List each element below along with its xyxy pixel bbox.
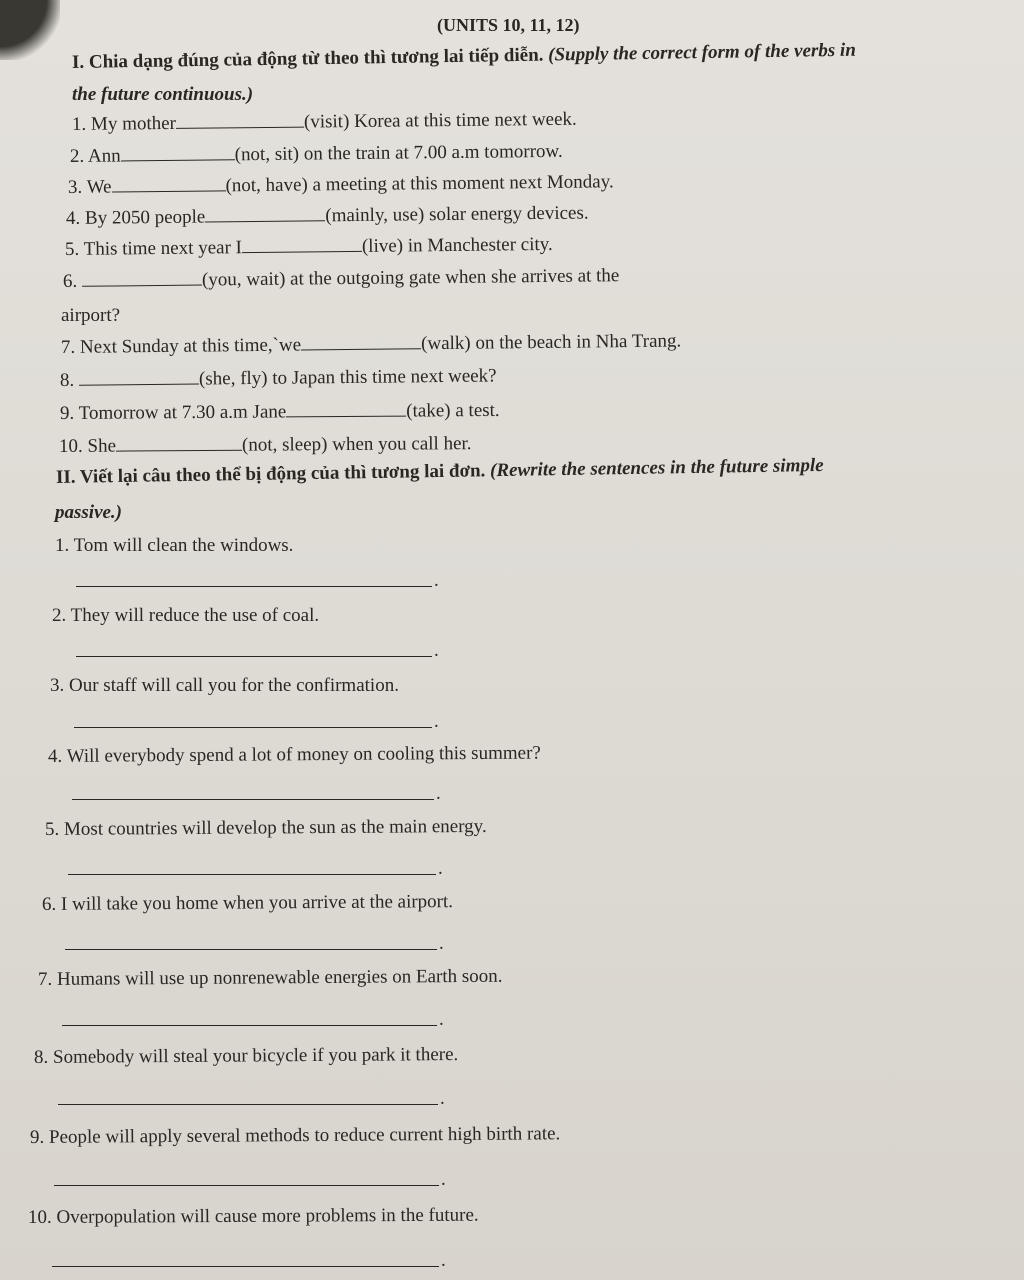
s1-item-3: 3. We (not, have) a meeting at this moment next Monday. — [67, 171, 614, 198]
s1-item-5: 5. This time next year I (live) in Manchester city. — [64, 233, 553, 260]
s1-item-4: 4. By 2050 people (mainly, use) solar energy devices. — [65, 202, 589, 229]
s1-item-2: 2. Ann (not, sit) on the train at 7.00 a.m tomorrow. — [69, 140, 563, 167]
section2-title-en: (Rewrite the sentences in the future simple — [489, 454, 824, 482]
answer-line[interactable] — [76, 586, 432, 587]
section1-title-cont: the future continuous.) — [72, 84, 254, 105]
answer-blank[interactable] — [116, 434, 242, 452]
answer-blank[interactable] — [121, 143, 235, 161]
s2-item-9: 9. People will apply several methods to reduce current high birth rate. — [29, 1123, 561, 1148]
answer-blank[interactable] — [286, 400, 406, 418]
s1-item-10: 10. She (not, sleep) when you call her. — [58, 433, 472, 457]
worksheet-page: (UNITS 10, 11, 12) I. Chia dạng đúng của động từ theo thì tương lai tiếp diễn. (Supply the correct form of the verbs in the future continuous.) 1. My mother (visit) Korea at this time next week. 2. Ann (not, sit) on the train at 7.00 a.m tomorrow. 3. We (not, have) a meeting at this moment next Monday. 4. By 2050 people (mainly, use) solar energy devices. 5. This time next year I (live) in Manchester city. 6. (you, wait) at the outgoing gate when she arrives at the airport? 7. Next Sunday at this time,`we (walk) on the beach in Nha Trang. 8. (she, fly) to Japan this time next week? 9. Tomorrow at 7.30 a.m Jane (take) a test. 10. She (not, sleep) when you call her. II. Viết lại câu theo thể bị động của thì tương lai đơn. (Rewrite the sentences in the future simple passive.) 1. Tom will clean the windows. . 2. They will reduce the use of coal. . 3. Our staff will call you for the confirmation. . 4. Will everybody spend a lot of money on cooling this summer? . 5. Most countries will develop the sun as the main energy. . 6. I will take you home when you arrive at the airport. . 7. Humans will use up nonrenewable energies on Earth soon. . 8. Somebody will steal your bicycle if you park it there. . 9. People will apply several methods to reduce current high birth rate. . 10. Overpopulation will cause more problems in the future. . — [0, 0, 1024, 1280]
s1-item-7: 7. Next Sunday at this time,`we (walk) on the beach in Nha Trang. — [60, 330, 682, 358]
answer-line[interactable] — [68, 874, 436, 875]
answer-line[interactable] — [76, 656, 432, 657]
answer-line[interactable] — [58, 1104, 438, 1105]
s2-item-6: 6. I will take you home when you arrive at the airport. — [41, 891, 454, 915]
answer-blank[interactable] — [301, 332, 421, 350]
s2-item-2: 2. They will reduce the use of coal. — [52, 605, 320, 626]
section1-title — [72, 40, 856, 74]
answer-line[interactable] — [72, 799, 434, 800]
answer-blank[interactable] — [82, 269, 202, 287]
s1-item-8: 8. (she, fly) to Japan this time next week? — [59, 365, 497, 391]
s2-item-5: 5. Most countries will develop the sun as the main energy. — [44, 815, 487, 840]
units-heading: (UNITS 10, 11, 12) — [437, 15, 580, 35]
answer-blank[interactable] — [176, 111, 304, 129]
s1-item-6: 6. (you, wait) at the outgoing gate when she arrives at the — [62, 265, 620, 292]
s1-item-6-cont: airport? — [61, 305, 121, 326]
s1-item-9: 9. Tomorrow at 7.30 a.m Jane (take) a test. — [59, 399, 500, 424]
answer-line[interactable] — [52, 1266, 439, 1267]
s1-item-1: 1. My mother (visit) Korea at this time next week. — [71, 108, 577, 135]
answer-blank[interactable] — [111, 174, 225, 192]
s2-item-3: 3. Our staff will call you for the confirmation. — [50, 675, 399, 696]
answer-line[interactable] — [62, 1025, 437, 1026]
answer-line[interactable] — [74, 727, 432, 728]
section2-title-cont: passive.) — [55, 502, 123, 523]
section2-title-vi: II. Viết lại câu theo thể bị động của thì tương lai đơn. — [55, 460, 486, 488]
answer-line[interactable] — [65, 949, 437, 950]
answer-blank[interactable] — [205, 204, 325, 222]
answer-line[interactable] — [54, 1185, 439, 1186]
s2-item-10: 10. Overpopulation will cause more problems in the future. — [27, 1204, 479, 1228]
section2-title — [56, 455, 824, 489]
answer-blank[interactable] — [79, 368, 199, 386]
s2-item-7: 7. Humans will use up nonrenewable energies on Earth soon. — [37, 965, 503, 990]
answer-blank[interactable] — [242, 235, 362, 253]
s2-item-1: 1. Tom will clean the windows. — [55, 535, 294, 556]
section1-title-vi: I. Chia dạng đúng của động từ theo thì tương lai tiếp diễn. — [71, 44, 544, 73]
section1-title-en: (Supply the correct form of the verbs in — [548, 39, 856, 66]
s2-item-4: 4. Will everybody spend a lot of money on cooling this summer? — [47, 742, 541, 767]
s2-item-8: 8. Somebody will steal your bicycle if you park it there. — [33, 1044, 459, 1068]
page-corner-shadow — [0, 0, 60, 60]
